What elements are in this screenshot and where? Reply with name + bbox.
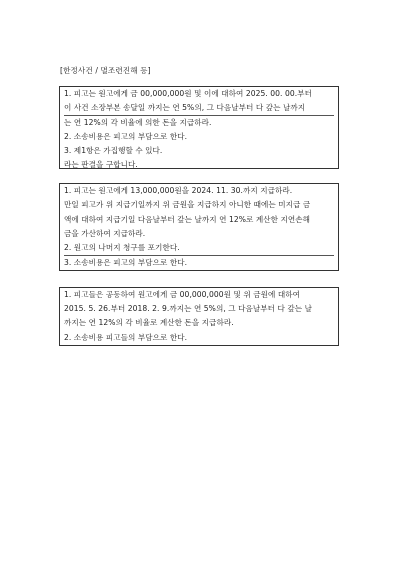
claim-block-3 (59, 287, 339, 346)
claim-3-line-4: 2. 소송비용 피고들의 부담으로 한다. (64, 332, 188, 342)
claim-block-1 (59, 86, 339, 169)
claim-1-line-3: 는 연 12%의 각 비율에 의한 돈을 지급하라. (64, 118, 212, 128)
claim-3-line-3: 까지는 연 12%의 각 비율로 계산한 돈을 지급하라. (64, 318, 234, 328)
claim-1-line-2: 이 사건 소장부본 송달일 까지는 연 5%의, 그 다음날부터 다 갚는 날까지 (64, 101, 334, 116)
claim-2-line-4: 금을 가산하여 지급하라. (64, 228, 146, 238)
claim-1-line-6: 라는 판결을 구합니다. (64, 160, 138, 170)
claim-2-line-2: 만일 피고가 위 지급기일까지 위 금원을 지급하지 아니한 때에는 미지급 금 (64, 200, 311, 210)
claim-1-line-1: 1. 피고는 원고에게 금 00,000,000원 및 이에 대하여 2025. 00. 00.부터 (64, 89, 312, 98)
claim-2-line-1: 1. 피고는 원고에게 13,000,000원을 2024. 11. 30.까지 지급하라. (64, 186, 293, 195)
document-heading: [한정사건 / 멸조련진해 등] (60, 66, 151, 75)
claim-1-line-4: 2. 소송비용은 피고의 부담으로 한다. (64, 132, 188, 142)
claim-block-2 (59, 183, 339, 271)
claim-2-line-5: 2. 원고의 나머지 청구를 포기한다. (64, 243, 180, 253)
claim-3-line-1: 1. 피고들은 공동하여 원고에게 금 00,000,000원 및 위 금원에 대하여 (64, 290, 300, 299)
claim-2-line-6: 3. 소송비용은 피고의 부담으로 한다. (64, 255, 334, 270)
claim-2-line-3: 액에 대하여 지급기일 다음날부터 갚는 날까지 연 12%로 계산한 지연손해 (64, 214, 310, 224)
claim-1-line-5: 3. 제1항은 가집행할 수 있다. (64, 146, 163, 156)
claim-3-line-2: 2015. 5. 26.부터 2018. 2. 9.까지는 연 5%의, 그 다음날부터 다 갚는 날 (64, 304, 312, 314)
